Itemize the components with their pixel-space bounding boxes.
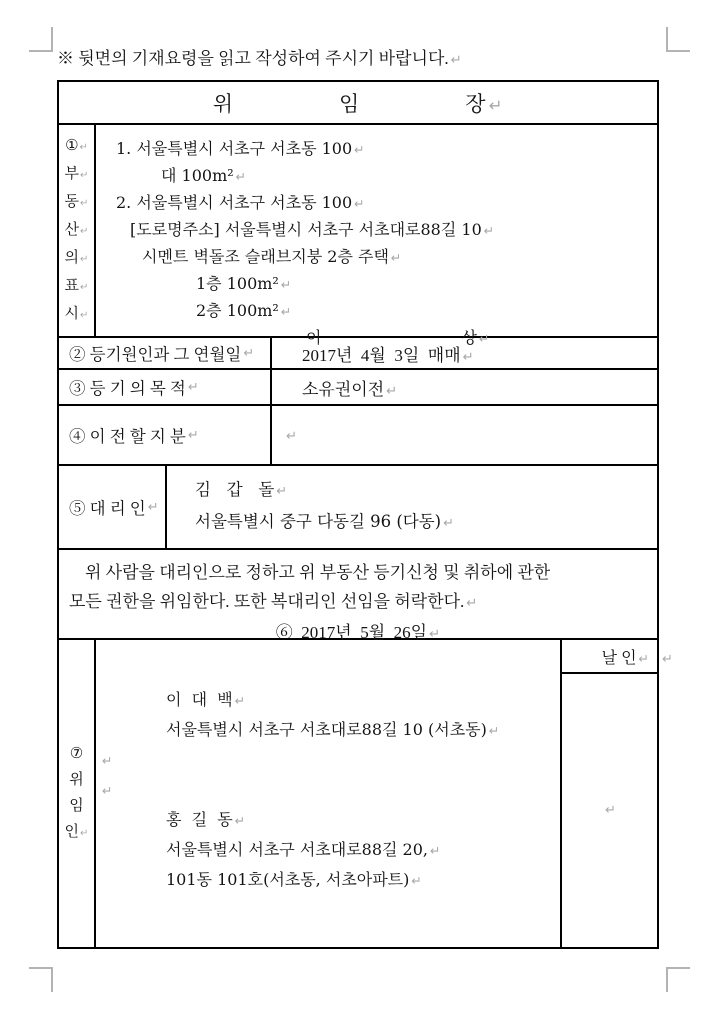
- paragraph-mark-icon: ↵: [354, 196, 365, 211]
- paragraph-mark-icon: ↵: [80, 281, 89, 293]
- text-boundary-mark: [666, 27, 690, 52]
- paragraph-mark-icon: ↵: [638, 650, 649, 666]
- paragraph-mark-icon: ↵: [488, 95, 504, 115]
- paragraph-mark-icon: ↵: [234, 692, 246, 708]
- paragraph-mark-icon: ↵: [354, 142, 365, 157]
- end-char: 이: [306, 328, 322, 347]
- principal-address: 101동 101호(서초동, 서초아파트) ↵: [166, 869, 422, 889]
- seal-header: [562, 640, 657, 674]
- property-line: [도로명주소] 서울특별시 서초구 서초대로88길 10 ↵: [130, 220, 495, 239]
- label-char: 시↵: [64, 305, 89, 322]
- paragraph-mark-icon: ↵: [411, 872, 422, 888]
- label-number: ⑦: [69, 745, 84, 762]
- paragraph-mark-icon: ↵: [102, 782, 113, 798]
- registration-purpose-value: [272, 370, 657, 404]
- paragraph-mark-icon: ↵: [280, 277, 292, 292]
- label-number: ①↵: [65, 137, 88, 154]
- seal-column: [560, 640, 657, 947]
- text-boundary-mark: [666, 967, 690, 992]
- property-line: 대 100m² ↵: [161, 166, 247, 185]
- property-line: 시멘트 벽돌조 슬래브지붕 2층 주택 ↵: [142, 247, 402, 266]
- transfer-share-label: ④ 이 전 할 지 분 ↵: [59, 406, 272, 464]
- paragraph-mark-icon: ↵: [429, 627, 441, 642]
- registration-cause-label: ② 등기원인과 그 연월일 ↵: [59, 338, 272, 368]
- seal-label: 날 인 ↵: [601, 649, 649, 667]
- label-char: 표↵: [64, 277, 89, 294]
- seal-area: [562, 674, 657, 947]
- principal-address: 서울특별시 서초구 서초대로88길 10 (서초동) ↵: [166, 719, 500, 739]
- paragraph-mark-icon: ↵: [80, 253, 89, 265]
- agent-address: 서울특별시 중구 다동길 96 (다동) ↵: [195, 512, 454, 531]
- purpose-text: 소유권이전 ↵: [302, 379, 398, 400]
- paragraph-mark-icon: ↵: [466, 596, 478, 611]
- paragraph-mark-icon: ↵: [430, 842, 441, 858]
- paragraph-mark-icon: ↵: [235, 169, 247, 184]
- property-line: 1층 100m² ↵: [196, 274, 292, 293]
- delegation-text-line: 위 사람을 대리인으로 정하고 위 부동산 등기신청 및 취하에 관한: [85, 563, 551, 582]
- principal-row: [59, 638, 657, 947]
- paragraph-mark-icon: ↵: [187, 427, 199, 443]
- transfer-share-row: [59, 404, 657, 464]
- principal-label: [59, 640, 96, 947]
- principal-entries: [96, 640, 560, 947]
- property-line: 2층 100m² ↵: [196, 301, 292, 320]
- paragraph-mark-icon: ↵: [276, 484, 288, 499]
- paragraph-mark-icon: ↵: [79, 141, 88, 153]
- delegation-date: ⑥ 2017년 5월 26일 ↵: [275, 623, 441, 642]
- header-note: ※ 뒷면의 기재요령을 읽고 작성하여 주시기 바랍니다. ↵: [57, 49, 462, 68]
- principal-address: 서울특별시 서초구 서초대로88길 20, ↵: [166, 839, 441, 859]
- label-char: 임: [69, 797, 84, 814]
- paragraph-mark-icon: ↵: [80, 197, 89, 209]
- paragraph-mark-icon: ↵: [488, 722, 500, 738]
- paragraph-mark-icon: ↵: [443, 516, 454, 531]
- title-char: 장 ↵: [465, 91, 504, 116]
- label-char: 동↵: [64, 193, 89, 210]
- registration-cause-row: [59, 336, 657, 368]
- transfer-share-value: [272, 406, 657, 464]
- paragraph-mark-icon: ↵: [147, 499, 159, 515]
- end-char: 상 ↵: [461, 328, 490, 347]
- paragraph-mark-icon: ↵: [386, 383, 398, 399]
- paragraph-mark-icon: ↵: [450, 53, 462, 68]
- text-boundary-mark: [29, 967, 53, 992]
- label-char: 의↵: [64, 249, 89, 266]
- paragraph-mark-icon: ↵: [187, 379, 199, 395]
- delegation-statement-row: [59, 548, 657, 642]
- paragraph-mark-icon: ↵: [286, 429, 298, 444]
- share-text: [284, 425, 297, 445]
- label-char: 위: [69, 771, 84, 788]
- property-line: 2. 서울특별시 서초구 서초동 100 ↵: [116, 193, 365, 212]
- label-char: 부↵: [64, 165, 89, 182]
- principal-name: 이 대 백 ↵: [166, 689, 246, 709]
- agent-row: [59, 464, 657, 548]
- title-char: 임: [338, 91, 361, 116]
- power-of-attorney-form: [57, 80, 659, 949]
- property-description-row: [59, 123, 657, 347]
- property-description-label: [59, 125, 96, 336]
- registration-purpose-row: [59, 368, 657, 404]
- paragraph-mark-icon: ↵: [390, 250, 402, 265]
- label-char: 산↵: [64, 221, 89, 238]
- paragraph-mark-icon: ↵: [80, 309, 89, 321]
- paragraph-mark-icon: ↵: [478, 331, 490, 346]
- paragraph-mark-icon: ↵: [234, 812, 246, 828]
- cause-date: 2017년 4월 3일: [302, 345, 420, 365]
- form-title: [59, 82, 657, 123]
- agent-value: [167, 466, 657, 548]
- cause-type: 매매 ↵: [427, 345, 474, 366]
- registration-purpose-label: ③ 등 기 의 목 적 ↵: [59, 370, 272, 404]
- paragraph-mark-icon: ↵: [483, 223, 495, 238]
- paragraph-mark-icon: ↵: [80, 827, 89, 839]
- paragraph-mark-icon: ↵: [662, 652, 673, 667]
- paragraph-mark-icon: ↵: [102, 752, 113, 768]
- agent-label: ⑤ 대 리 인 ↵: [59, 466, 167, 548]
- paragraph-mark-icon: ↵: [280, 304, 292, 319]
- principal-name: 홍 길 동 ↵: [166, 809, 246, 829]
- property-description-value: [96, 125, 657, 347]
- property-line: 1. 서울특별시 서초구 서초동 100 ↵: [116, 139, 365, 158]
- label-char: 인↵: [64, 823, 89, 840]
- registration-cause-value: [272, 338, 657, 368]
- text-boundary-mark: [29, 27, 53, 52]
- paragraph-mark-icon: ↵: [80, 225, 89, 237]
- paragraph-mark-icon: ↵: [462, 349, 474, 365]
- agent-name: 김 갑 돌 ↵: [195, 480, 288, 499]
- paragraph-mark-icon: ↵: [80, 169, 89, 181]
- empty-line: [96, 745, 560, 775]
- empty-line: [96, 775, 560, 805]
- paragraph-mark-icon: ↵: [243, 345, 255, 361]
- delegation-text-line: 모든 권한을 위임한다. 또한 복대리인 선임을 허락한다. ↵: [69, 592, 478, 611]
- paragraph-mark-icon: ↵: [605, 803, 616, 818]
- title-char: 위: [212, 91, 234, 116]
